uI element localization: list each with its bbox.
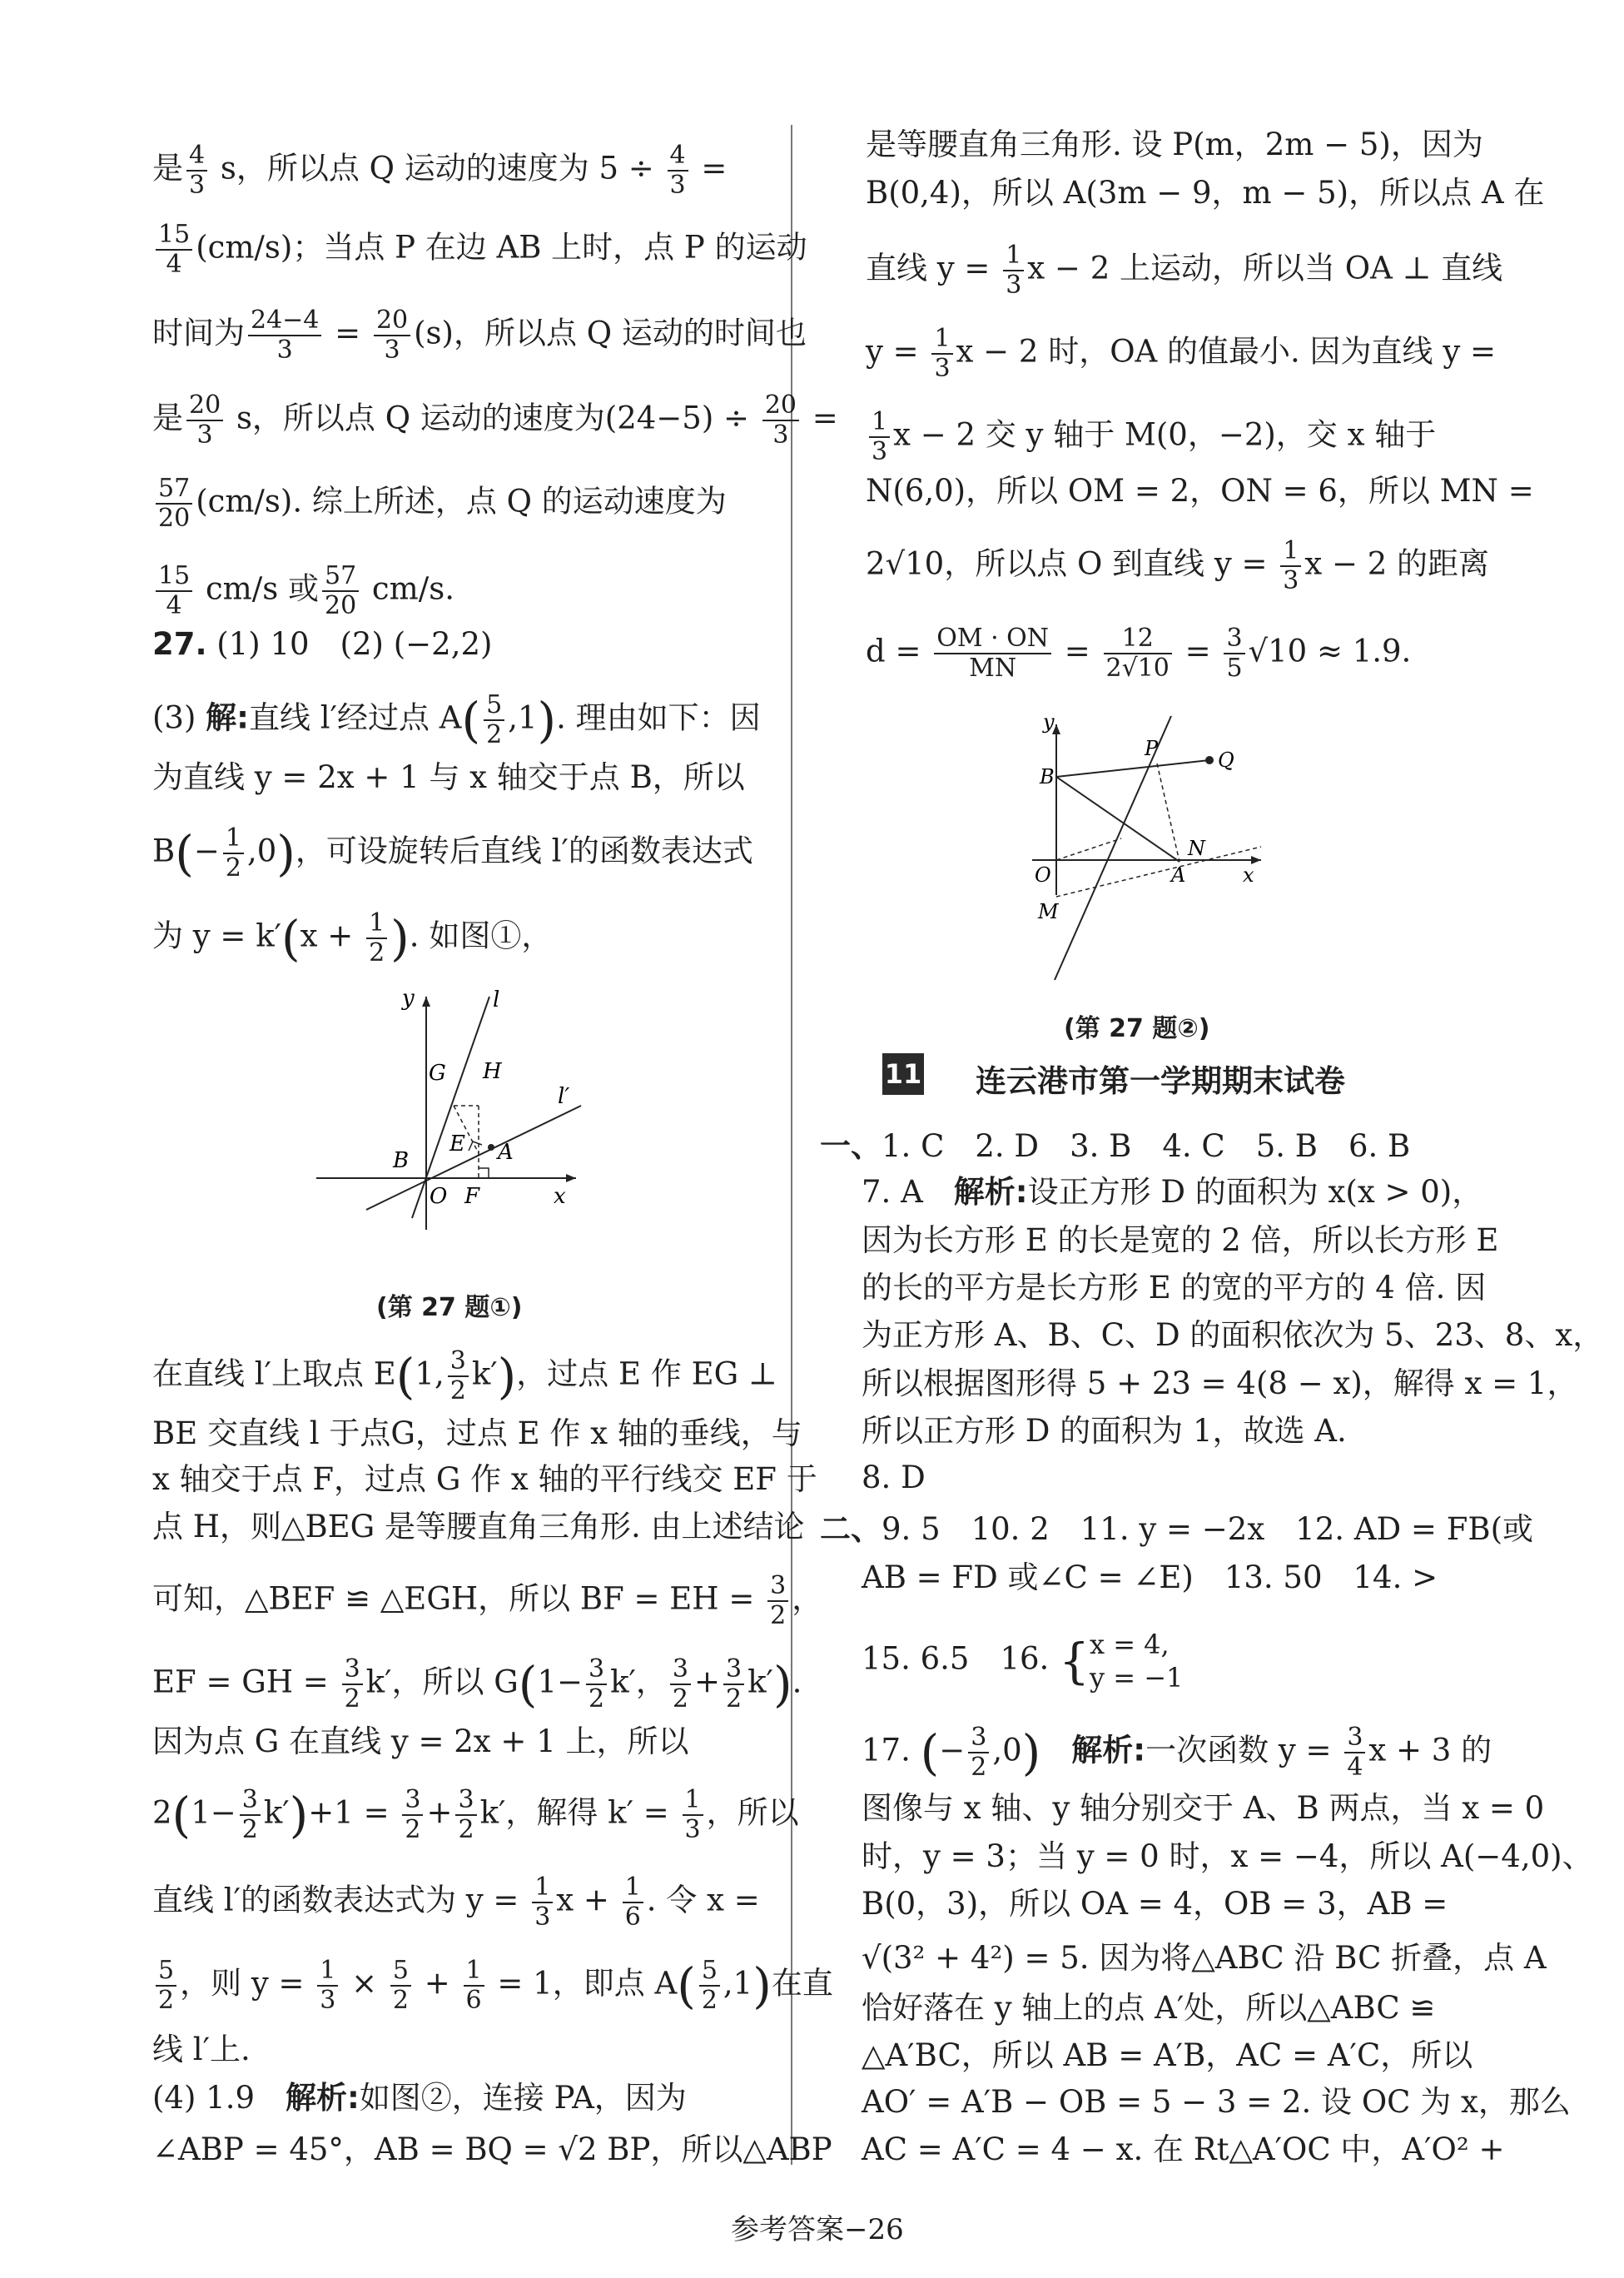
text-line: B(0，3)，所以 OA = 4，OB = 3，AB = [862, 1886, 1448, 1922]
label-O: O [430, 1184, 448, 1209]
label-H: H [483, 1059, 502, 1084]
text-line: $\frac{1}{3}$ x − 2 交 y 轴于 M(0，−2)，交 x 轴于 [866, 408, 1436, 466]
y-axis-arrow [422, 997, 430, 1007]
label-B: B [1040, 765, 1055, 788]
text-line: ∠ABP = 45°，AB = BQ = √2 BP，所以△ABP [152, 2131, 832, 2167]
text-line: 17. (− $\frac{3}{2}$ ,0) 解析:一次函数 y = $\frac{3}{4}$ x + 3 的 [862, 1723, 1492, 1782]
label-Q: Q [1218, 749, 1234, 772]
text-line: $\frac{5}{2}$ ，则 y = $\frac{1}{3}$ × $\frac{5}{2}$ + $\frac{1}{6}$ = 1，即点 A( $\frac{5}{2}$ ,1)在直 [152, 1957, 833, 2015]
label-E: E [449, 1132, 465, 1156]
caption-fig1: (第 27 题①) [376, 1293, 523, 1322]
text-line: $\frac{15}{4}$ cm/s 或 $\frac{57}{20}$ cm/s. [152, 562, 454, 620]
text-line: 为 y = k′(x + $\frac{1}{2}$ ). 如图①， [152, 908, 553, 967]
text-line: 图像与 x 轴、y 轴分别交于 A、B 两点，当 x = 0 [862, 1790, 1545, 1826]
section-number: 11 [882, 1053, 924, 1095]
label-y: y [402, 987, 415, 1011]
line-MN [1056, 847, 1261, 897]
text-line: 直线 y = $\frac{1}{3}$ x − 2 上运动，所以当 OA ⊥ 直线 [866, 241, 1503, 300]
text-line: 是 $\frac{4}{3}$ s，所以点 Q 运动的速度为 5 ÷ $\frac{4}{3}$ = [152, 141, 728, 200]
segment-BA [1056, 777, 1180, 862]
text-line: d = $\frac{OM \cdot ON}{MN}$ = $\frac{12}{2√10}$ = $\frac{3}{5}$ √10 ≈ 1.9. [866, 624, 1412, 683]
text-line: 15. 6.5 16. { x = 4, y = −1 [862, 1629, 1184, 1694]
text-line: 为正方形 A、B、C、D 的面积依次为 5、23、8、x， [862, 1317, 1604, 1353]
text-line: 时，y = 3；当 y = 0 时，x = −4，所以 A(−4,0)、 [862, 1838, 1593, 1874]
text-line: N(6,0)，所以 OM = 2，ON = 6，所以 MN = [866, 473, 1534, 509]
text-line: 8. D [862, 1460, 926, 1495]
text-line: 点 H，则△BEG 是等腰直角三角形. 由上述结论 [152, 1509, 805, 1544]
text-line: 2√10，所以点 O 到直线 y = $\frac{1}{3}$ x − 2 的距离 [866, 536, 1490, 595]
label-x: x [554, 1184, 566, 1209]
label-O: O [1035, 863, 1051, 887]
text-line: 所以正方形 D 的面积为 1，故选 A. [862, 1413, 1347, 1449]
text-line: 可知，△BEF ≌ △EGH，所以 BF = EH = $\frac{3}{2}$ ， [152, 1571, 823, 1630]
label-G: G [429, 1061, 446, 1086]
label-l: l [493, 987, 500, 1012]
text-line: 的长的平方是长方形 E 的宽的平方的 4 倍. 因 [862, 1270, 1487, 1306]
text-line: 恰好落在 y 轴上的点 A′处，所以△ABC ≌ [862, 1990, 1436, 2026]
text-line: 是 $\frac{20}{3}$ s，所以点 Q 运动的速度为(24−5) ÷ $\frac{20}{3}$ = [152, 390, 838, 450]
text-line: 27. (1) 10 (2) (−2,2) [152, 626, 493, 662]
text-line: $\frac{15}{4}$ (cm/s)；当点 P 在边 AB 上时，点 P 的运动 [152, 221, 807, 279]
text-line: AB = FD 或∠C = ∠E) 13. 50 14. > [862, 1559, 1438, 1595]
label-y: y [1043, 712, 1055, 734]
text-line: AC = A′C = 4 − x. 在 Rt△A′OC 中，A′O² + [862, 2131, 1505, 2167]
label-A: A [498, 1140, 514, 1165]
right-angle-F [479, 1168, 489, 1178]
text-line: y = $\frac{1}{3}$ x − 2 时，OA 的值最小. 因为直线 y = [866, 324, 1496, 383]
label-P: P [1145, 737, 1159, 760]
text-line: 2(1− $\frac{3}{2}$ k′)+1 = $\frac{3}{2}$ + $\frac{3}{2}$ k′，解得 k′ = $\frac{1}{3}$ ，所以 [152, 1785, 799, 1844]
label-l-prime: l′ [558, 1084, 570, 1109]
text-line: 因为长方形 E 的长是宽的 2 倍，所以长方形 E [862, 1222, 1499, 1258]
text-line: $\frac{57}{20}$ (cm/s). 综上所述，点 Q 的运动速度为 [152, 475, 727, 533]
text-line: EF = GH = $\frac{3}{2}$ k′，所以 G(1− $\frac{3}{2}$ k′， $\frac{3}{2}$ + $\frac{3}{2}$ k′). [152, 1654, 802, 1713]
text-line: 是等腰直角三角形. 设 P(m，2m − 5)，因为 [866, 127, 1483, 162]
label-N: N [1188, 837, 1205, 860]
label-A: A [1171, 863, 1186, 887]
text-line: (3) 解:直线 l′经过点 A( $\frac{5}{2}$ ,1). 理由如下：因 [152, 690, 761, 749]
label-B: B [393, 1148, 410, 1173]
x-axis-arrow [566, 1174, 576, 1182]
text-line: △A′BC，所以 AB = A′B，AC = A′C，所以 [862, 2037, 1473, 2073]
page-footer: 参考答案−26 [731, 2213, 904, 2246]
text-line: 线 l′上. [152, 2032, 251, 2067]
label-M: M [1038, 900, 1059, 923]
text-line: 7. A 解析:设正方形 D 的面积为 x(x > 0)， [862, 1174, 1483, 1210]
label-x: x [1243, 863, 1254, 887]
section-title: 连云港市第一学期期末试卷 [976, 1063, 1345, 1099]
figure-27-2 [1028, 712, 1278, 995]
text-line: 一、1. C 2. D 3. B 4. C 5. B 6. B [820, 1128, 1411, 1164]
segment-PA [1157, 763, 1180, 862]
text-line: 直线 l′的函数表达式为 y = $\frac{1}{3}$ x + $\frac{1}{6}$ . 令 x = [152, 1873, 760, 1932]
text-line: AO′ = A′B − OB = 5 − 3 = 2. 设 OC 为 x，那么 [862, 2084, 1571, 2120]
text-line: √(3² + 4²) = 5. 因为将△ABC 沿 BC 折叠，点 A [862, 1940, 1547, 1976]
point-Q [1205, 756, 1214, 764]
text-line: 时间为 $\frac{24-4}{3}$ = $\frac{20}{3}$ (s)，所以点 Q 运动的时间也 [152, 306, 807, 365]
text-line: B(− $\frac{1}{2}$ ,0)，可设旋转后直线 l′的函数表达式 [152, 823, 753, 883]
text-line: BE 交直线 l 于点G，过点 E 作 x 轴的垂线，与 [152, 1415, 802, 1451]
text-line: B(0,4)，所以 A(3m − 9，m − 5)，所以点 A 在 [866, 175, 1545, 211]
text-line: 二、9. 5 10. 2 11. y = −2x 12. AD = FB(或 [820, 1511, 1533, 1547]
segment-BQ [1056, 760, 1209, 777]
text-line: 为直线 y = 2x + 1 与 x 轴交于点 B，所以 [152, 759, 745, 795]
text-line: (4) 1.9 解析:如图②，连接 PA，因为 [152, 2080, 687, 2116]
label-F: F [464, 1184, 480, 1209]
figure-27-1 [316, 987, 591, 1232]
text-line: 在直线 l′上取点 E(1, $\frac{3}{2}$ k′)，过点 E 作 EG ⊥ [152, 1346, 777, 1405]
point-A [488, 1144, 494, 1151]
caption-fig2: (第 27 题②) [1064, 1014, 1210, 1043]
text-line: 因为点 G 在直线 y = 2x + 1 上，所以 [152, 1723, 689, 1759]
text-line: x 轴交于点 F，过点 G 作 x 轴的平行线交 EF 于 [152, 1461, 817, 1497]
text-line: 所以根据图形得 5 + 23 = 4(8 − x)，解得 x = 1， [862, 1365, 1578, 1401]
